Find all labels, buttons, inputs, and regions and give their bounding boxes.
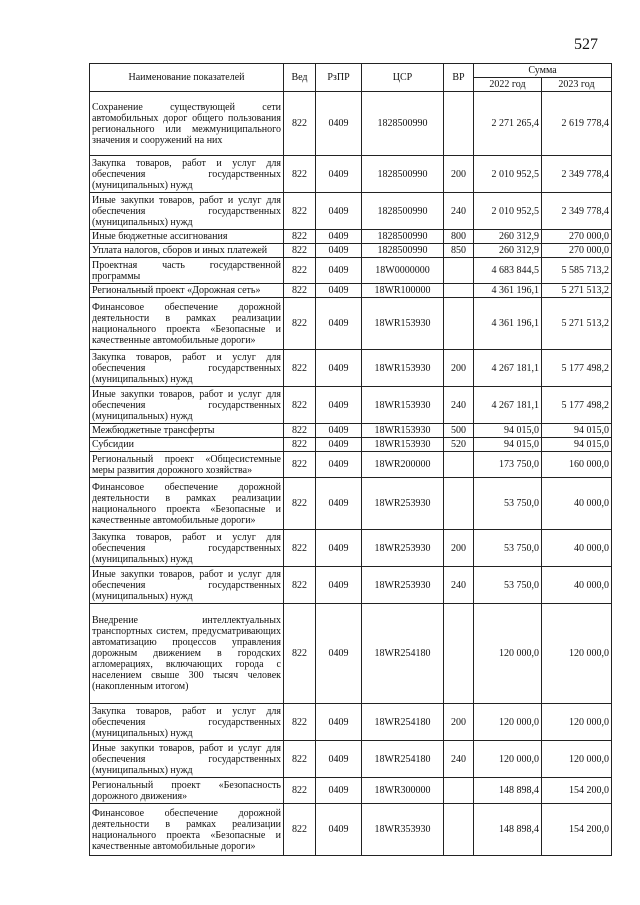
cell-csr: 18WR254180 [362, 604, 444, 704]
cell-2022: 53 750,0 [474, 530, 542, 567]
cell-ved: 822 [284, 230, 316, 244]
cell-name: Сохранение существующей сети автомобильных дорог общего пользования регионального или межмуниципального значения и сооружений на них [90, 92, 284, 156]
header-vr: ВР [444, 64, 474, 92]
cell-name: Проектная часть государственной программы [90, 258, 284, 284]
cell-rzpr: 0409 [316, 438, 362, 452]
cell-rzpr: 0409 [316, 604, 362, 704]
cell-vr [444, 778, 474, 804]
cell-rzpr: 0409 [316, 704, 362, 741]
cell-ved: 822 [284, 258, 316, 284]
cell-csr: 18WR200000 [362, 452, 444, 478]
cell-ved: 822 [284, 424, 316, 438]
table-row [90, 350, 612, 387]
table-row [90, 387, 612, 424]
cell-csr: 1828500990 [362, 230, 444, 244]
header-2022: 2022 год [474, 78, 542, 92]
cell-rzpr: 0409 [316, 478, 362, 530]
cell-2022: 4 267 181,1 [474, 350, 542, 387]
cell-rzpr: 0409 [316, 156, 362, 193]
cell-name: Иные закупки товаров, работ и услуг для обеспечения государственных (муниципальных) нужд [90, 741, 284, 778]
cell-name: Уплата налогов, сборов и иных платежей [90, 244, 284, 258]
cell-vr [444, 452, 474, 478]
table-row [90, 741, 612, 778]
cell-vr: 500 [444, 424, 474, 438]
cell-csr: 18WR254180 [362, 741, 444, 778]
cell-csr: 18WR100000 [362, 284, 444, 298]
cell-ved: 822 [284, 244, 316, 258]
cell-rzpr: 0409 [316, 567, 362, 604]
cell-2023: 2 349 778,4 [542, 156, 612, 193]
table-row [90, 230, 612, 244]
cell-csr: 18WR153930 [362, 350, 444, 387]
cell-csr: 1828500990 [362, 193, 444, 230]
table-row [90, 804, 612, 856]
cell-rzpr: 0409 [316, 350, 362, 387]
cell-vr: 200 [444, 704, 474, 741]
cell-2022: 260 312,9 [474, 244, 542, 258]
cell-rzpr: 0409 [316, 258, 362, 284]
cell-2023: 5 585 713,2 [542, 258, 612, 284]
cell-ved: 822 [284, 156, 316, 193]
cell-2023: 2 349 778,4 [542, 193, 612, 230]
cell-name: Закупка товаров, работ и услуг для обеспечения государственных (муниципальных) нужд [90, 530, 284, 567]
cell-vr [444, 478, 474, 530]
header-rzpr: РзПР [316, 64, 362, 92]
table-row [90, 478, 612, 530]
cell-csr: 18WR153930 [362, 387, 444, 424]
cell-2023: 160 000,0 [542, 452, 612, 478]
cell-rzpr: 0409 [316, 92, 362, 156]
cell-2022: 94 015,0 [474, 424, 542, 438]
cell-2022: 148 898,4 [474, 778, 542, 804]
cell-csr: 1828500990 [362, 244, 444, 258]
cell-2022: 53 750,0 [474, 478, 542, 530]
cell-2023: 40 000,0 [542, 478, 612, 530]
cell-2023: 120 000,0 [542, 741, 612, 778]
cell-csr: 18WR253930 [362, 478, 444, 530]
header-2023: 2023 год [542, 78, 612, 92]
cell-2023: 154 200,0 [542, 778, 612, 804]
cell-csr: 1828500990 [362, 92, 444, 156]
table-row [90, 244, 612, 258]
cell-csr: 18WR153930 [362, 424, 444, 438]
page-number: 527 [574, 36, 598, 53]
cell-vr: 240 [444, 387, 474, 424]
cell-2022: 4 683 844,5 [474, 258, 542, 284]
cell-vr: 200 [444, 350, 474, 387]
cell-ved: 822 [284, 92, 316, 156]
cell-ved: 822 [284, 350, 316, 387]
cell-ved: 822 [284, 704, 316, 741]
table-header [90, 64, 612, 92]
cell-ved: 822 [284, 298, 316, 350]
cell-rzpr: 0409 [316, 298, 362, 350]
cell-2022: 173 750,0 [474, 452, 542, 478]
cell-2023: 5 271 513,2 [542, 284, 612, 298]
cell-name: Межбюджетные трансферты [90, 424, 284, 438]
cell-rzpr: 0409 [316, 804, 362, 856]
table-row [90, 604, 612, 704]
cell-csr: 18W0000000 [362, 258, 444, 284]
cell-csr: 18WR300000 [362, 778, 444, 804]
cell-vr [444, 804, 474, 856]
cell-2023: 40 000,0 [542, 530, 612, 567]
table-row [90, 193, 612, 230]
cell-rzpr: 0409 [316, 452, 362, 478]
cell-rzpr: 0409 [316, 387, 362, 424]
cell-2022: 120 000,0 [474, 604, 542, 704]
cell-ved: 822 [284, 567, 316, 604]
table-row [90, 424, 612, 438]
cell-name: Закупка товаров, работ и услуг для обеспечения государственных (муниципальных) нужд [90, 156, 284, 193]
cell-ved: 822 [284, 778, 316, 804]
table-row [90, 567, 612, 604]
table-row [90, 258, 612, 284]
cell-rzpr: 0409 [316, 230, 362, 244]
table-row [90, 530, 612, 567]
cell-2022: 120 000,0 [474, 704, 542, 741]
cell-vr: 240 [444, 193, 474, 230]
cell-csr: 18WR253930 [362, 567, 444, 604]
cell-name: Региональный проект «Общесистемные меры развития дорожного хозяйства» [90, 452, 284, 478]
cell-2023: 5 271 513,2 [542, 298, 612, 350]
cell-ved: 822 [284, 604, 316, 704]
cell-csr: 18WR353930 [362, 804, 444, 856]
cell-ved: 822 [284, 530, 316, 567]
header-name: Наименование показателей [90, 64, 284, 92]
table-row [90, 778, 612, 804]
cell-name: Финансовое обеспечение дорожной деятельности в рамках реализации национального проекта «Безопасные и качественные автомобильные дороги» [90, 804, 284, 856]
cell-vr: 240 [444, 741, 474, 778]
cell-2023: 94 015,0 [542, 424, 612, 438]
cell-2023: 270 000,0 [542, 230, 612, 244]
cell-csr: 1828500990 [362, 156, 444, 193]
cell-vr: 200 [444, 156, 474, 193]
cell-ved: 822 [284, 452, 316, 478]
cell-vr: 520 [444, 438, 474, 452]
cell-rzpr: 0409 [316, 424, 362, 438]
cell-ved: 822 [284, 478, 316, 530]
cell-2022: 53 750,0 [474, 567, 542, 604]
cell-2023: 5 177 498,2 [542, 387, 612, 424]
header-sum: Сумма [474, 64, 612, 78]
cell-name: Финансовое обеспечение дорожной деятельности в рамках реализации национального проекта «Безопасные и качественные автомобильные дороги» [90, 478, 284, 530]
cell-vr [444, 604, 474, 704]
cell-2022: 148 898,4 [474, 804, 542, 856]
table-row [90, 298, 612, 350]
cell-csr: 18WR153930 [362, 298, 444, 350]
cell-csr: 18WR153930 [362, 438, 444, 452]
cell-name: Закупка товаров, работ и услуг для обеспечения государственных (муниципальных) нужд [90, 704, 284, 741]
cell-ved: 822 [284, 284, 316, 298]
cell-name: Региональный проект «Дорожная сеть» [90, 284, 284, 298]
cell-name: Закупка товаров, работ и услуг для обеспечения государственных (муниципальных) нужд [90, 350, 284, 387]
cell-name: Иные бюджетные ассигнования [90, 230, 284, 244]
cell-rzpr: 0409 [316, 741, 362, 778]
cell-name: Иные закупки товаров, работ и услуг для обеспечения государственных (муниципальных) нужд [90, 567, 284, 604]
header-csr: ЦСР [362, 64, 444, 92]
cell-2022: 2 271 265,4 [474, 92, 542, 156]
table-row [90, 156, 612, 193]
cell-vr [444, 258, 474, 284]
cell-2022: 2 010 952,5 [474, 156, 542, 193]
cell-vr: 240 [444, 567, 474, 604]
table-body [90, 92, 612, 856]
cell-ved: 822 [284, 438, 316, 452]
cell-rzpr: 0409 [316, 284, 362, 298]
cell-ved: 822 [284, 193, 316, 230]
cell-2022: 120 000,0 [474, 741, 542, 778]
cell-name: Финансовое обеспечение дорожной деятельности в рамках реализации национального проекта «Безопасные и качественные автомобильные дороги» [90, 298, 284, 350]
cell-vr: 800 [444, 230, 474, 244]
cell-rzpr: 0409 [316, 778, 362, 804]
cell-rzpr: 0409 [316, 244, 362, 258]
cell-2023: 5 177 498,2 [542, 350, 612, 387]
table-row [90, 452, 612, 478]
cell-2023: 154 200,0 [542, 804, 612, 856]
cell-2022: 4 361 196,1 [474, 298, 542, 350]
cell-2022: 4 267 181,1 [474, 387, 542, 424]
budget-table [89, 63, 612, 856]
cell-name: Иные закупки товаров, работ и услуг для обеспечения государственных (муниципальных) нужд [90, 193, 284, 230]
cell-ved: 822 [284, 741, 316, 778]
cell-name: Субсидии [90, 438, 284, 452]
cell-rzpr: 0409 [316, 193, 362, 230]
cell-2023: 94 015,0 [542, 438, 612, 452]
table-row [90, 92, 612, 156]
cell-2022: 4 361 196,1 [474, 284, 542, 298]
cell-name: Региональный проект «Безопасность дорожного движения» [90, 778, 284, 804]
header-ved: Вед [284, 64, 316, 92]
cell-rzpr: 0409 [316, 530, 362, 567]
cell-vr: 200 [444, 530, 474, 567]
cell-2022: 94 015,0 [474, 438, 542, 452]
cell-2023: 2 619 778,4 [542, 92, 612, 156]
cell-name: Внедрение интеллектуальных транспортных систем, предусматривающих автоматизацию процессов управления дорожным движением в городских агломерациях, включающих города с населением свыше 300 тысяч человек (накопленным итогом) [90, 604, 284, 704]
cell-vr [444, 284, 474, 298]
cell-2023: 40 000,0 [542, 567, 612, 604]
cell-2023: 120 000,0 [542, 604, 612, 704]
cell-2022: 260 312,9 [474, 230, 542, 244]
table-row [90, 704, 612, 741]
cell-2022: 2 010 952,5 [474, 193, 542, 230]
cell-csr: 18WR254180 [362, 704, 444, 741]
cell-vr [444, 298, 474, 350]
cell-ved: 822 [284, 804, 316, 856]
cell-vr [444, 92, 474, 156]
table-row [90, 284, 612, 298]
cell-ved: 822 [284, 387, 316, 424]
cell-2023: 120 000,0 [542, 704, 612, 741]
cell-2023: 270 000,0 [542, 244, 612, 258]
cell-name: Иные закупки товаров, работ и услуг для обеспечения государственных (муниципальных) нужд [90, 387, 284, 424]
cell-vr: 850 [444, 244, 474, 258]
cell-csr: 18WR253930 [362, 530, 444, 567]
table-row [90, 438, 612, 452]
